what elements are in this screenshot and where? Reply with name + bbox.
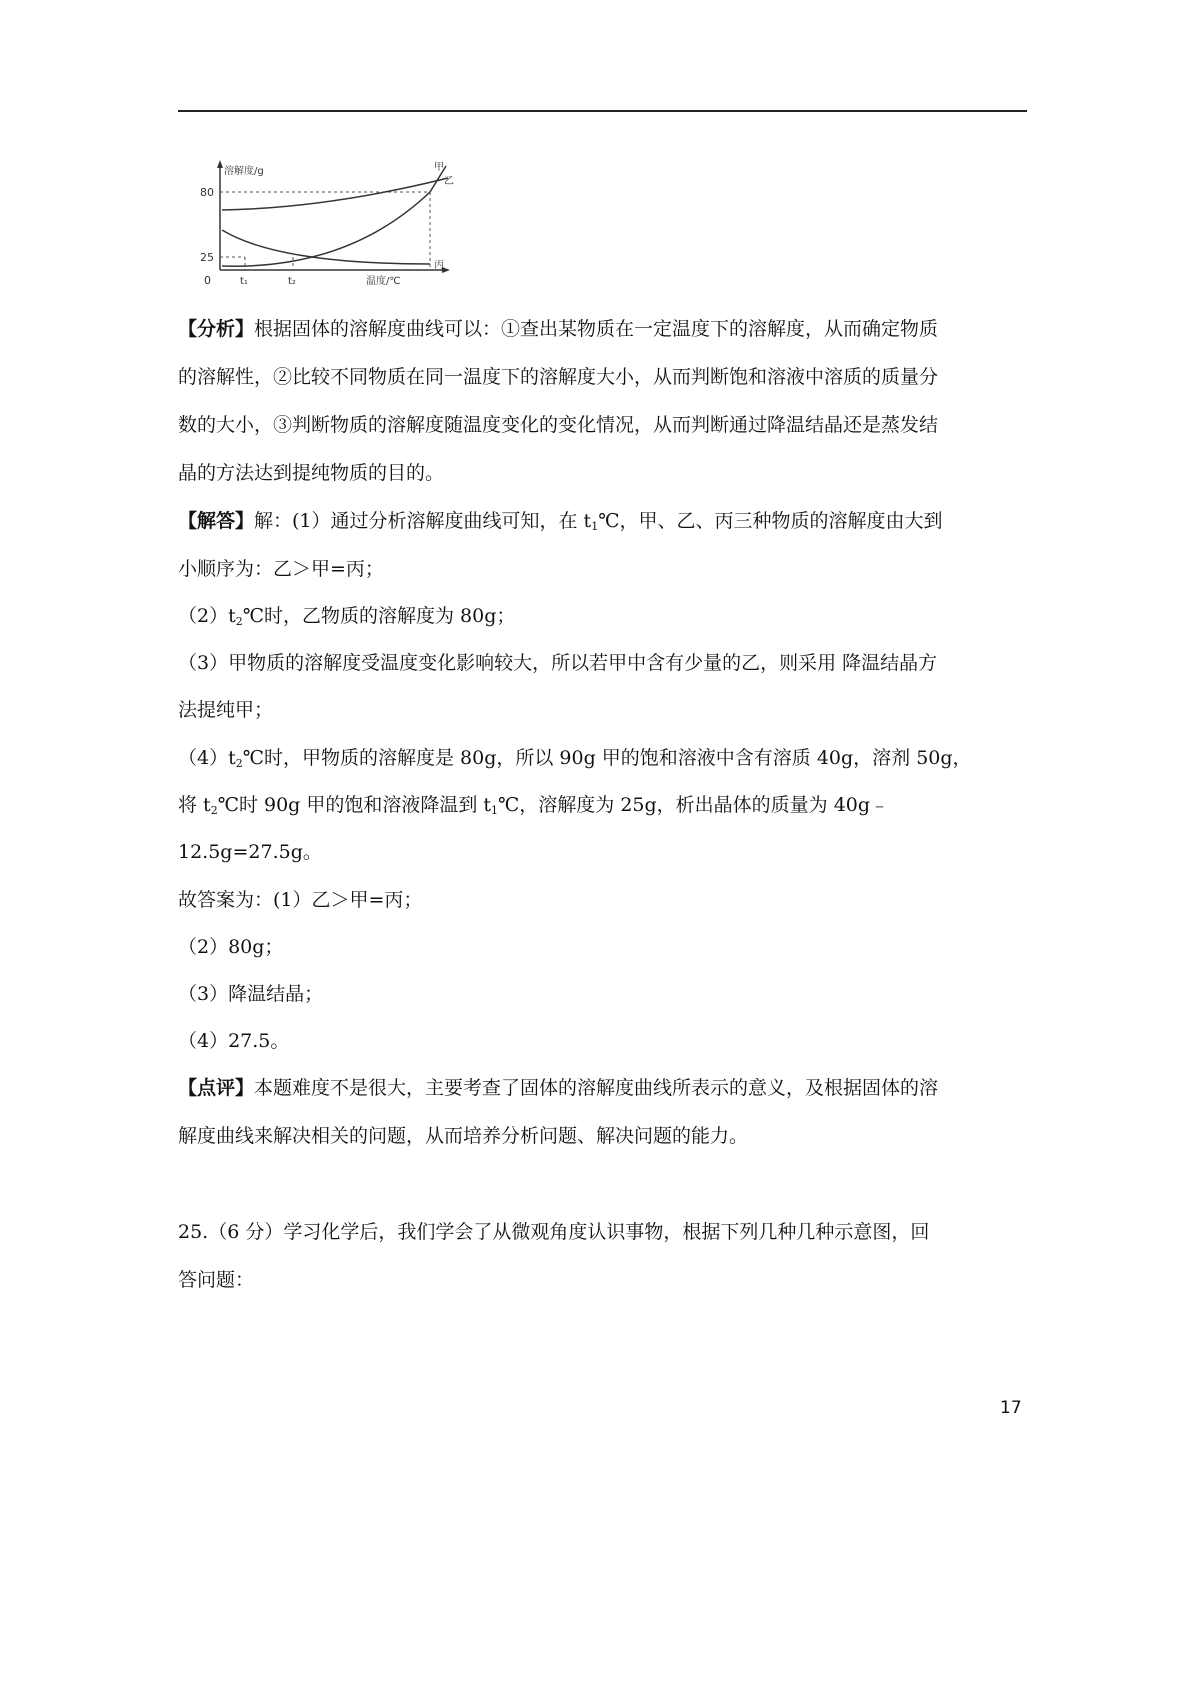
answer-line-11: （3）降温结晶； (178, 983, 324, 1005)
analysis-tag: 【分析】 (178, 318, 255, 340)
answer-text-3a: （2）t (178, 605, 236, 627)
curve-label-jia: 甲 (434, 162, 444, 173)
curve-bing (222, 230, 430, 264)
comment-line-1 (178, 1074, 938, 1102)
answer-text-7c: ℃，溶解度为 25g，析出晶体的质量为 40g﹣ (498, 794, 890, 816)
answer-line-2: 小顺序为：乙＞甲=丙； (178, 558, 384, 580)
solubility-curve-figure (198, 160, 458, 290)
answer-text-1b: ℃，甲、乙、丙三种物质的溶解度由大到 (598, 510, 943, 532)
answer-text-6a: （4）t (178, 747, 236, 769)
comment-line-2: 解度曲线来解决相关的问题，从而培养分析问题、解决问题的能力。 (178, 1125, 749, 1147)
answer-sub-7a: 2 (210, 804, 218, 817)
answer-line-7 (178, 791, 889, 819)
curve-label-bing: 丙 (434, 260, 444, 271)
answer-line-8: 12.5g=27.5g。 (178, 841, 322, 863)
y-axis-arrow (217, 160, 223, 168)
x-tick-t2: t₂ (288, 276, 296, 287)
answer-line-12: （4）27.5。 (178, 1030, 290, 1052)
answer-sub-7b: 1 (491, 804, 499, 817)
answer-line-6 (178, 744, 972, 772)
answer-sub-6: 2 (235, 757, 243, 770)
answer-text-7b: ℃时 90g 甲的饱和溶液降温到 t (217, 794, 492, 816)
page-number: 17 (1000, 1398, 1022, 1418)
analysis-line-3: 数的大小，③判断物质的溶解度随温度变化的变化情况，从而判断通过降温结晶还是蒸发结 (178, 414, 939, 436)
answer-text-3b: ℃时，乙物质的溶解度为 80g； (242, 605, 516, 627)
answer-line-9: 故答案为：(1）乙＞甲=丙； (178, 889, 423, 911)
answer-line-5: 法提纯甲； (178, 699, 274, 721)
answer-sub-3: 2 (235, 615, 243, 628)
answer-tag: 【解答】 (178, 510, 255, 532)
answer-text-7a: 将 t (178, 794, 211, 816)
analysis-line-4: 晶的方法达到提纯物质的目的。 (178, 462, 445, 484)
analysis-line-1 (178, 315, 938, 343)
solubility-curve-chart (198, 160, 458, 290)
question25-line-2: 答问题： (178, 1269, 255, 1291)
y-axis-label: 溶解度/g (224, 166, 264, 177)
answer-line-10: （2）80g； (178, 936, 284, 958)
analysis-text-1: 根据固体的溶解度曲线可以：①查出某物质在一定温度下的溶解度，从而确定物质 (254, 318, 939, 340)
answer-line-3 (178, 602, 515, 630)
x-axis-label: 温度/℃ (366, 276, 401, 287)
analysis-line-2: 的溶解性，②比较不同物质在同一温度下的溶解度大小，从而判断饱和溶液中溶质的质量分 (178, 366, 939, 388)
answer-sub-1: 1 (591, 520, 599, 533)
y-tick-80: 80 (200, 186, 214, 199)
header-rule (178, 110, 1027, 112)
x-tick-t1: t₁ (240, 276, 248, 287)
curve-jia (222, 166, 446, 266)
answer-text-1a: 解：(1）通过分析溶解度曲线可知，在 t (254, 510, 592, 532)
comment-tag: 【点评】 (178, 1077, 255, 1099)
answer-text-6b: ℃时，甲物质的溶解度是 80g，所以 90g 甲的饱和溶液中含有溶质 40g，溶剂 50g， (242, 747, 972, 769)
answer-line-4: （3）甲物质的溶解度受温度变化影响较大，所以若甲中含有少量的乙，则采用 降温结晶方 (178, 652, 938, 674)
curve-label-yi: 乙 (444, 176, 454, 187)
y-tick-25: 25 (200, 251, 214, 264)
question25-line-1: 25.（6 分）学习化学后，我们学会了从微观角度认识事物，根据下列几种几种示意图，回 (178, 1221, 930, 1243)
y-tick-0: 0 (204, 274, 211, 287)
comment-text-1: 本题难度不是很大，主要考查了固体的溶解度曲线所表示的意义，及根据固体的溶 (254, 1077, 939, 1099)
answer-line-1 (178, 507, 942, 535)
